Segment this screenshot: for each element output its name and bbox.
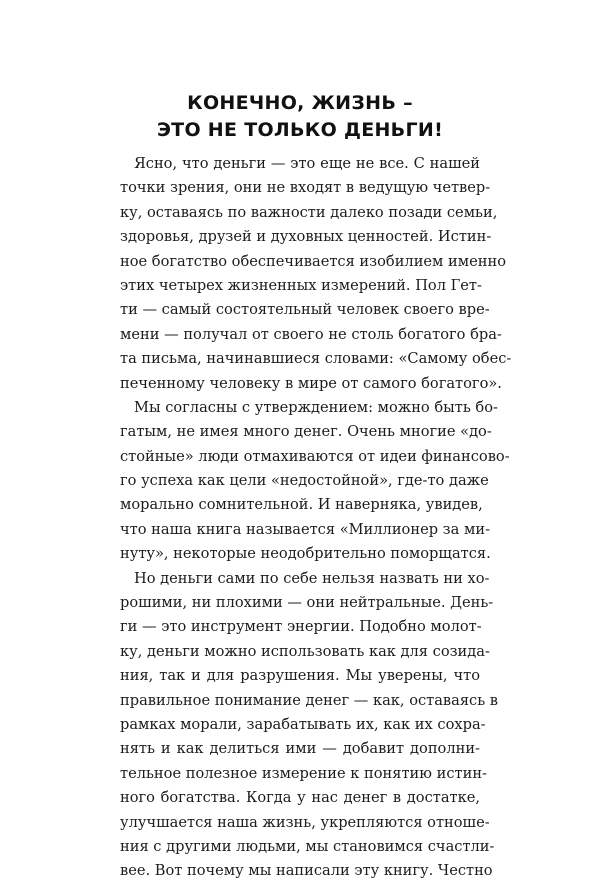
paragraph-line: точки зрения, они не входят в ведущую четвер- — [120, 179, 491, 197]
paragraph-line: улучшается наша жизнь, укрепляются отноше- — [120, 813, 490, 831]
paragraph-line: ния, так и для разрушения. Мы уверены, что — [120, 667, 480, 685]
paragraph-line: та письма, начинавшиеся словами: «Самому обес- — [120, 350, 512, 368]
paragraph-line: Но деньги сами по себе нельзя назвать ни хо- — [134, 569, 490, 587]
paragraph-line: правильное понимание денег — как, оставаясь в — [120, 691, 499, 709]
paragraph-line: стойные» люди отмахиваются от идеи финансово- — [120, 447, 510, 465]
paragraph-line: рошими, ни плохими — они нейтральные. День- — [120, 594, 494, 612]
paragraph-line: ти — самый состоятельный человек своего вре- — [120, 301, 490, 319]
paragraph-line: что наша книга называется «Миллионер за ми- — [120, 520, 490, 538]
paragraph-line: ного богатства. Когда у нас денег в достатке, — [120, 789, 480, 807]
paragraph-line: вее. Вот почему мы написали эту книгу. Честно — [120, 862, 493, 880]
paragraph-line: этих четырех жизненных измерений. Пол Гет- — [120, 276, 482, 294]
chapter-heading-line: КОНЕЧНО, ЖИЗНЬ – — [187, 92, 413, 114]
paragraph-line: ку, деньги можно использовать как для созида- — [120, 642, 490, 660]
body-text — [120, 152, 512, 884]
paragraph-line: Мы согласны с утверждением: можно быть бо- — [134, 398, 498, 416]
chapter-heading-line: ЭТО НЕ ТОЛЬКО ДЕНЬГИ! — [156, 119, 444, 141]
chapter-heading — [100, 90, 500, 144]
paragraph-line: морально сомнительной. И наверняка, увидев, — [120, 496, 483, 514]
paragraph-line: нять и как делиться ими — добавит дополни- — [120, 740, 480, 758]
paragraph-line: тельное полезное измерение к понятию истин- — [120, 764, 487, 782]
paragraph-line: гатым, не имея много денег. Очень многие «до- — [120, 423, 492, 441]
paragraph-line: рамках морали, зарабатывать их, как их сохра- — [120, 715, 486, 733]
paragraph-line: ги — это инструмент энергии. Подобно молот- — [120, 618, 482, 636]
paragraph-line: нуту», некоторые неодобрительно поморщатся. — [120, 545, 491, 563]
paragraph-line: Ясно, что деньги — это еще не все. С нашей — [134, 155, 480, 172]
paragraph-line: здоровья, друзей и духовных ценностей. Истин- — [120, 228, 492, 246]
paragraph-line: печенному человеку в мире от самого богатого». — [120, 374, 502, 392]
paragraph-line: ния с другими людьми, мы становимся счастли- — [120, 837, 495, 855]
paragraph-line: го успеха как цели «недостойной», где-то даже — [120, 472, 489, 490]
paragraph-line: ку, оставаясь по важности далеко позади семьи, — [120, 203, 498, 221]
paragraph-line: ное богатство обеспечивается изобилием именно — [120, 252, 507, 270]
paragraph-line: мени — получал от своего не столь богатого бра- — [120, 325, 502, 343]
